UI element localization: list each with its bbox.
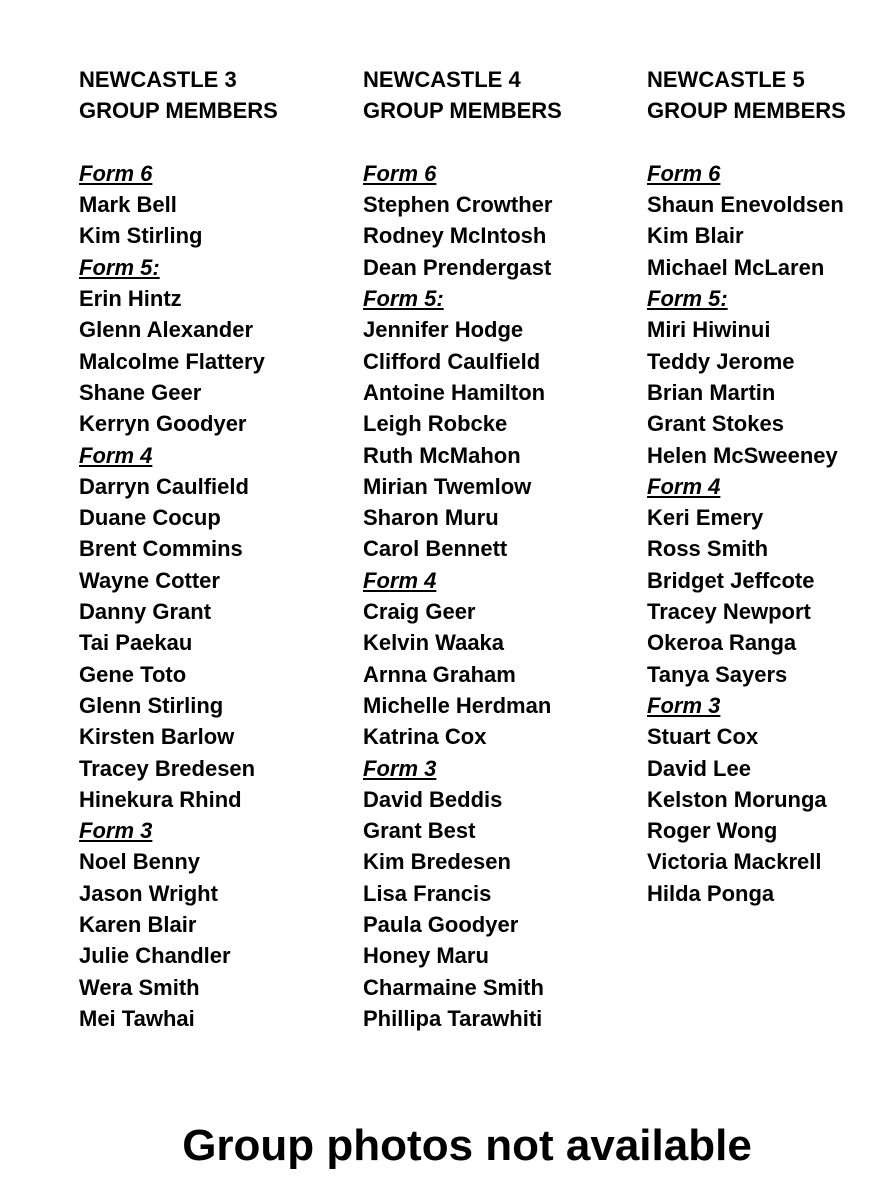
member-name: Victoria Mackrell (647, 849, 822, 875)
member-name: Ross Smith (647, 536, 769, 562)
member-name: Mei Tawhai (79, 1005, 195, 1031)
member-name: Gene Toto (79, 661, 187, 687)
member-name: Brent Commins (79, 536, 243, 562)
group-column-newcastle-3 (79, 64, 278, 1034)
member-name: Michael McLaren (647, 254, 825, 280)
member-name: David Lee (647, 755, 751, 781)
form-heading: Form 4 (647, 473, 721, 499)
member-name: Craig Geer (363, 599, 476, 625)
member-name: Stephen Crowther (363, 192, 553, 218)
group-subtitle: GROUP MEMBERS (363, 98, 562, 124)
group-title: NEWCASTLE 5 (647, 67, 805, 92)
member-name: Tanya Sayers (647, 661, 788, 687)
group-subtitle: GROUP MEMBERS (647, 98, 846, 124)
member-name: Charmaine Smith (363, 974, 544, 1000)
member-name: Kirsten Barlow (79, 724, 235, 750)
member-name: Bridget Jeffcote (647, 567, 815, 593)
member-name: Dean Prendergast (363, 254, 552, 280)
member-name: Kelvin Waaka (363, 630, 505, 656)
member-name: Shaun Enevoldsen (647, 192, 844, 218)
member-name: Noel Benny (79, 849, 201, 875)
member-name: Grant Best (363, 818, 476, 844)
form-heading: Form 5: (79, 254, 160, 280)
form-heading: Form 3 (647, 692, 721, 718)
member-name: Danny Grant (79, 599, 212, 625)
member-name: Helen McSweeney (647, 442, 838, 468)
form-heading: Form 5: (363, 286, 444, 312)
member-name: Grant Stokes (647, 411, 784, 437)
member-name: Michelle Herdman (363, 692, 552, 718)
member-name: Lisa Francis (363, 880, 492, 906)
member-name: Tracey Bredesen (79, 755, 256, 781)
member-name: Sharon Muru (363, 505, 499, 531)
spacer (363, 127, 562, 158)
member-name: Phillipa Tarawhiti (363, 1005, 543, 1031)
member-name: Darryn Caulfield (79, 473, 249, 499)
member-list (363, 158, 562, 1034)
member-name: Keri Emery (647, 505, 764, 531)
member-name: Arnna Graham (363, 661, 516, 687)
member-name: Antoine Hamilton (363, 379, 546, 405)
member-name: Miri Hiwinui (647, 317, 771, 343)
member-name: Clifford Caulfield (363, 348, 541, 374)
spacer (79, 127, 278, 158)
member-name: Carol Bennett (363, 536, 508, 562)
member-name: Shane Geer (79, 379, 202, 405)
member-name: Jennifer Hodge (363, 317, 524, 343)
member-name: Tracey Newport (647, 599, 811, 625)
form-heading: Form 5: (647, 286, 728, 312)
form-heading: Form 3 (363, 755, 437, 781)
form-heading: Form 6 (79, 160, 153, 186)
member-name: David Beddis (363, 786, 503, 812)
member-name: Wera Smith (79, 974, 200, 1000)
member-name: Erin Hintz (79, 286, 182, 312)
member-name: Malcolme Flattery (79, 348, 265, 374)
member-name: Glenn Alexander (79, 317, 254, 343)
footer-note: Group photos not available (182, 1121, 752, 1170)
member-name: Tai Paekau (79, 630, 193, 656)
member-name: Leigh Robcke (363, 411, 508, 437)
member-name: Glenn Stirling (79, 692, 224, 718)
member-name: Kim Stirling (79, 223, 203, 249)
member-name: Jason Wright (79, 880, 218, 906)
member-name: Kerryn Goodyer (79, 411, 247, 437)
member-name: Hilda Ponga (647, 880, 775, 906)
form-heading: Form 3 (79, 818, 153, 844)
member-name: Kim Blair (647, 223, 744, 249)
member-name: Rodney McIntosh (363, 223, 547, 249)
group-column-newcastle-5 (647, 64, 846, 909)
member-name: Paula Goodyer (363, 912, 519, 938)
member-name: Wayne Cotter (79, 567, 220, 593)
form-heading: Form 6 (647, 160, 721, 186)
member-name: Duane Cocup (79, 505, 221, 531)
member-name: Kim Bredesen (363, 849, 511, 875)
member-name: Mark Bell (79, 192, 177, 218)
member-name: Teddy Jerome (647, 348, 795, 374)
group-column-newcastle-4 (363, 64, 562, 1034)
member-name: Honey Maru (363, 943, 489, 969)
member-name: Ruth McMahon (363, 442, 521, 468)
group-title: NEWCASTLE 4 (363, 67, 521, 92)
member-name: Katrina Cox (363, 724, 487, 750)
member-list (79, 158, 278, 1034)
member-name: Roger Wong (647, 818, 778, 844)
form-heading: Form 4 (363, 567, 437, 593)
member-name: Kelston Morunga (647, 786, 827, 812)
spacer (647, 127, 846, 158)
member-list (647, 158, 846, 909)
member-name: Stuart Cox (647, 724, 759, 750)
group-title: NEWCASTLE 3 (79, 67, 237, 92)
member-name: Okeroa Ranga (647, 630, 797, 656)
member-name: Julie Chandler (79, 943, 231, 969)
member-name: Karen Blair (79, 912, 197, 938)
member-name: Brian Martin (647, 379, 776, 405)
member-name: Hinekura Rhind (79, 786, 242, 812)
group-subtitle: GROUP MEMBERS (79, 98, 278, 124)
form-heading: Form 4 (79, 442, 153, 468)
form-heading: Form 6 (363, 160, 437, 186)
member-name: Mirian Twemlow (363, 473, 532, 499)
